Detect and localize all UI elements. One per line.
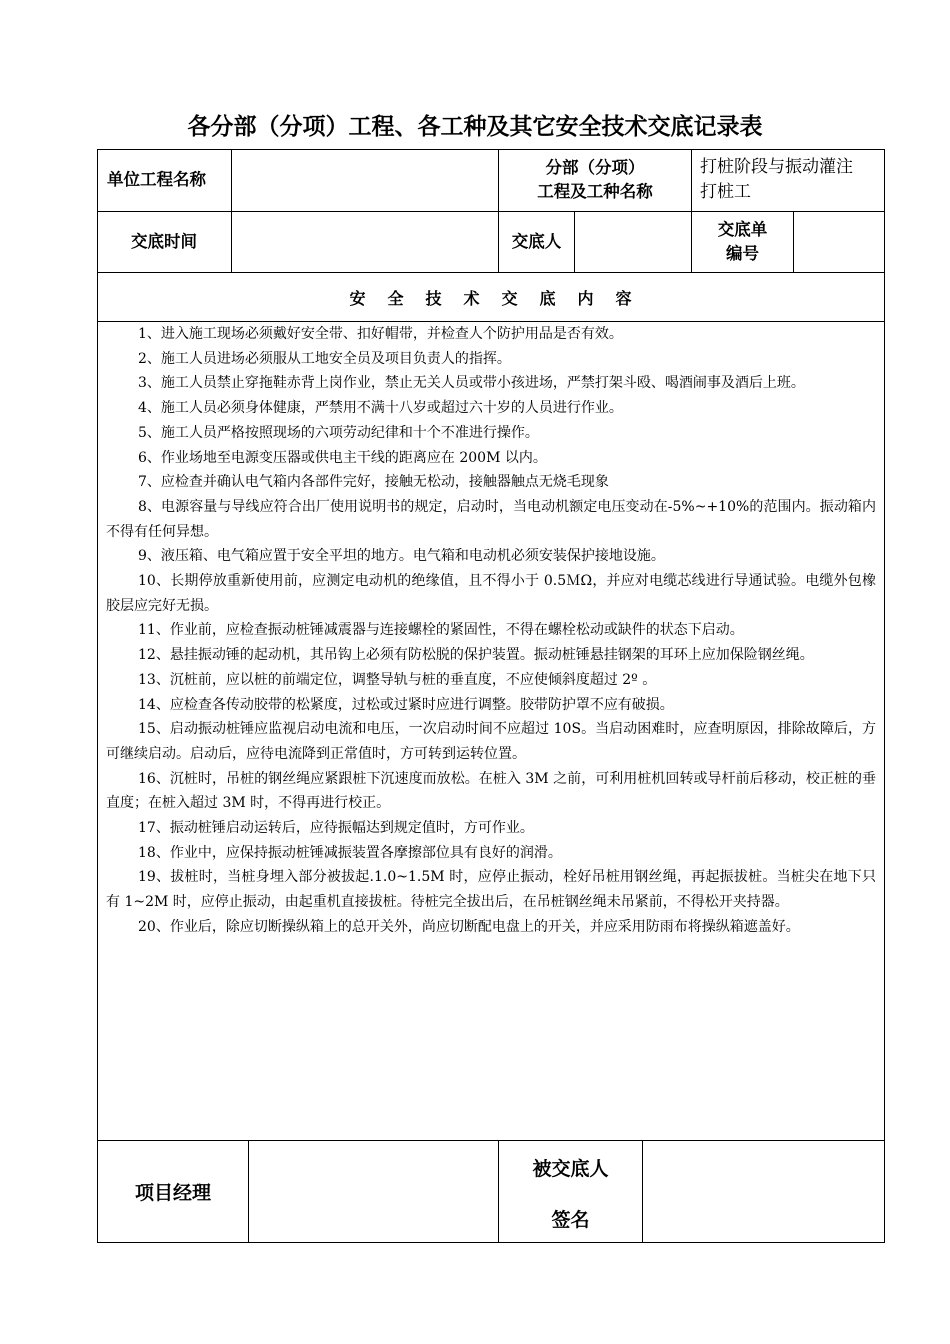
instruction-item: 20、作业后，除应切断操纵箱上的总开关外，尚应切断配电盘上的开关，并应采用防雨布将操纵箱遮盖好。 (138, 918, 800, 935)
manager-signature-field[interactable] (249, 1141, 498, 1243)
instruction-item: 3、施工人员禁止穿拖鞋赤背上岗作业，禁止无关人员或带小孩进场，严禁打架斗殴、喝酒闹事及酒后上班。 (138, 375, 805, 392)
instruction-item: 4、施工人员必须身体健康，严禁用不满十八岁或超过六十岁的人员进行作业。 (138, 400, 623, 417)
subproject-field[interactable] (692, 149, 884, 211)
instruction-item: 14、应检查各传动胶带的松紧度，过松或过紧时应进行调整。胶带防护罩不应有破损。 (138, 696, 674, 713)
instruction-item: 6、作业场地至电源变压器或供电主干线的距离应在 200M 以内。 (138, 449, 547, 466)
number-label (692, 212, 793, 272)
instruction-item: 13、沉桩前，应以桩的前端定位，调整导轨与桩的垂直度，不应使倾斜度超过 2º 。 (138, 671, 657, 688)
time-field[interactable] (232, 212, 498, 272)
subproject-value-line1: 打桩阶段与振动灌注 (700, 157, 853, 177)
number-field[interactable] (794, 212, 884, 272)
number-label-line2: 编号 (726, 244, 759, 263)
receiver-label-line2: 签名 (551, 1209, 590, 1231)
receiver-label-line1: 被交底人 (532, 1158, 609, 1180)
instruction-item: 17、振动桩锤启动运转后，应待振幅达到规定值时，方可作业。 (138, 820, 534, 837)
instruction-item: 1、进入施工现场必须戴好安全带、扣好帽带，并检查人个防护用品是否有效。 (138, 326, 623, 342)
instruction-item: 18、作业中，应保持振动桩锤减振装置各摩擦部位具有良好的润滑。 (138, 844, 562, 861)
manager-label: 项目经理 (134, 1182, 211, 1204)
subproject-label-line2: 工程及工种名称 (537, 182, 653, 201)
instruction-item: 11、作业前，应检查振动桩锤减震器与连接螺栓的紧固性，不得在螺栓松动或缺件的状态下启动。 (138, 622, 744, 639)
instruction-item: 9、液压箱、电气箱应置于安全平坦的地方。电气箱和电动机必须安装保护接地设施。 (138, 548, 665, 565)
person-field[interactable] (575, 212, 691, 272)
instruction-item: 7、应检查并确认电气箱内各部件完好，接触无松动，接触器触点无烧毛现象 (138, 474, 609, 491)
instruction-item: 16、沉桩时，吊桩的钢丝绳应紧跟桩下沉速度而放松。在桩入 3M 之前，可利用桩机回转或导杆前后移动，校正桩的垂直度；在桩入超过 3M 时，不得再进行校正。 (106, 770, 876, 812)
person-label: 交底人 (511, 232, 562, 251)
instruction-item: 2、施工人员进场必须服从工地安全员及项目负责人的指挥。 (138, 350, 511, 367)
instruction-list (106, 322, 876, 940)
subproject-value-line2: 打桩工 (700, 182, 751, 202)
instruction-item: 10、长期停放重新使用前，应测定电动机的绝缘值，且不得小于 0.5ＭΩ，并应对电缆芯线进行导通试验。电缆外包橡胶层应完好无损。 (106, 573, 876, 614)
instruction-item: 5、施工人员严格按照现场的六项劳动纪律和十个不准进行操作。 (138, 424, 539, 441)
subproject-label (499, 149, 691, 211)
unit-project-label: 单位工程名称 (107, 170, 206, 189)
instruction-item: 15、启动振动桩锤应监视启动电流和电压，一次启动时间不应超过 10S。当启动困难时，应查明原因，排除故障后，方可继续启动。启动后，应待电流降到正常值时，方可转到运转位置。 (106, 721, 876, 762)
time-label: 交底时间 (131, 232, 197, 251)
section-heading: 安全技术交底内容 (349, 288, 654, 308)
instruction-item: 8、电源容量与导线应符合出厂使用说明书的规定，启动时，当电动机额定电压变动在-5%~+10%的范围内。振动箱内不得有任何异想。 (106, 498, 876, 540)
receiver-signature-field[interactable] (643, 1141, 884, 1243)
number-label-line1: 交底单 (717, 220, 768, 239)
instruction-item: 12、悬挂振动锤的起动机，其吊钩上必须有防松脱的保护装置。振动桩锤悬挂钢架的耳环上应加保险钢丝绳。 (138, 647, 814, 664)
subproject-label-line1: 分部（分项） (545, 158, 645, 177)
instruction-item: 19、拔桩时，当桩身埋入部分被拔起.1.0~1.5M 时，应停止振动，栓好吊桩用钢丝绳，再起振拔桩。当桩尖在地下只有 1~2M 时，应停止振动，由起重机直接拔桩。待桩完全拔出后，在吊桩钢丝绳未吊紧前，不得松开夹持器。 (106, 869, 876, 911)
unit-project-field[interactable] (232, 149, 498, 211)
document-title: 各分部（分项）工程、各工种及其它安全技术交底记录表 (187, 114, 763, 140)
